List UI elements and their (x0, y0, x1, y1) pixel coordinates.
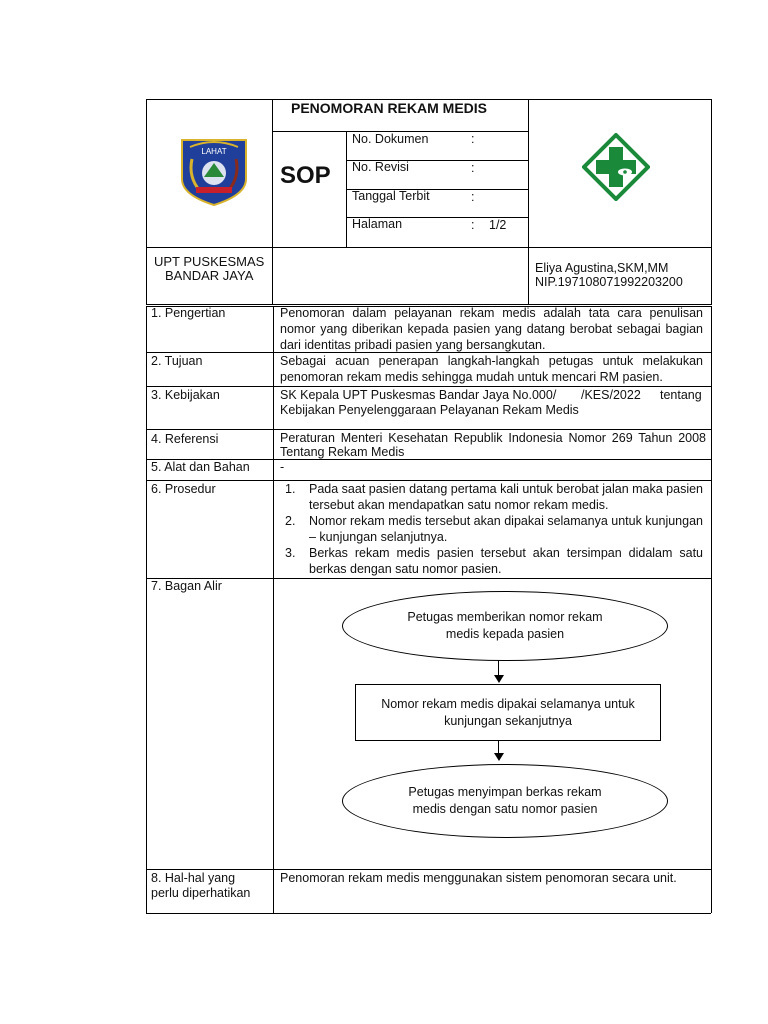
flow-arrow (498, 660, 499, 676)
section-label-pengertian: 1. Pengertian (151, 306, 226, 320)
sop-label: SOP (280, 162, 331, 189)
kebijakan-sk-suffix: /KES/2022 (581, 388, 641, 402)
section-label-tujuan: 2. Tujuan (151, 354, 203, 368)
section-text-alat: - (280, 460, 285, 474)
section-label-alat: 5. Alat dan Bahan (151, 460, 250, 474)
flow-node-start: Petugas memberikan nomor rekam medis kepada pasien (342, 591, 668, 661)
flow-arrow-head (494, 753, 504, 761)
field-label-tanggal-terbit: Tanggal Terbit (352, 189, 430, 203)
flow-node-process: Nomor rekam medis dipakai selamanya untuk kunjungan sekanjutnya (355, 684, 661, 741)
field-label-halaman: Halaman (352, 217, 403, 231)
section-text-pengertian: Penomoran dalam pelayanan rekam medis adalah tata cara penulisan nomor yang diberikan kepada pasien yang datang berobat sebagai bagian dari identitas pribadi pasien yang bersangkutan. (280, 306, 703, 352)
kebijakan-title: Kebijakan Penyelenggaraan Pelayanan Rekam Medis (280, 403, 579, 417)
field-label-no-dokumen: No. Dokumen (352, 132, 429, 146)
flow-node-end: Petugas menyimpan berkas rekam medis dengan satu nomor pasien (342, 764, 668, 838)
document-title: PENOMORAN REKAM MEDIS (291, 100, 488, 116)
health-ministry-logo (582, 133, 650, 201)
flow-arrow (498, 740, 499, 754)
org-name-line2: BANDAR JAYA (165, 268, 254, 283)
section-label-prosedur: 6. Prosedur (151, 482, 216, 496)
field-sep: : (471, 161, 475, 175)
field-sep: : (471, 132, 475, 146)
lahat-regency-logo (178, 137, 250, 207)
logo-lettering: LAHAT (201, 147, 227, 156)
list-item: 3. Berkas rekam medis pasien tersebut akan tersimpan didalam satu berkas dengan satu nomor pasien. (285, 546, 703, 576)
list-item: 1. Pada saat pasien datang pertama kali untuk berobat jalan maka pasien tersebut akan mendapatkan satu nomor rekam medis. (285, 482, 704, 512)
section-label-hal-line2: perlu diperhatikan (151, 886, 251, 900)
section-label-hal-line1: 8. Hal-hal yang (151, 871, 236, 885)
section-text-tujuan: Sebagai acuan penerapan langkah-langkah petugas untuk melakukan penomoran rekam medis sehingga mudah untuk mencari RM pasien. (280, 354, 703, 384)
kebijakan-sk-number: SK Kepala UPT Puskesmas Bandar Jaya No.000/ (280, 388, 557, 402)
section-text-referensi: Peraturan Menteri Kesehatan Republik Indonesia Nomor 269 Tahun 2008 Tentang Rekam Medis (280, 431, 706, 459)
section-text-hal: Penomoran rekam medis menggunakan sistem penomoran secara unit. (280, 871, 677, 885)
field-sep: : (471, 190, 475, 204)
section-label-referensi: 4. Referensi (151, 432, 219, 446)
signer-nip: NIP.197108071992203200 (535, 275, 683, 289)
flow-arrow-head (494, 675, 504, 683)
kebijakan-tentang: tentang (660, 388, 702, 402)
field-label-no-revisi: No. Revisi (352, 160, 409, 174)
org-name-line1: UPT PUSKESMAS (154, 254, 265, 269)
section-label-bagan: 7. Bagan Alir (151, 579, 222, 593)
field-value-halaman: 1/2 (489, 218, 507, 232)
field-sep: : (471, 218, 475, 232)
prosedur-steps (279, 481, 703, 577)
section-label-kebijakan: 3. Kebijakan (151, 388, 220, 402)
signer-name: Eliya Agustina,SKM,MM (535, 261, 669, 275)
list-item: 2. Nomor rekam medis tersebut akan dipakai selamanya untuk kunjungan – kunjungan selanjutnya. (285, 514, 703, 544)
